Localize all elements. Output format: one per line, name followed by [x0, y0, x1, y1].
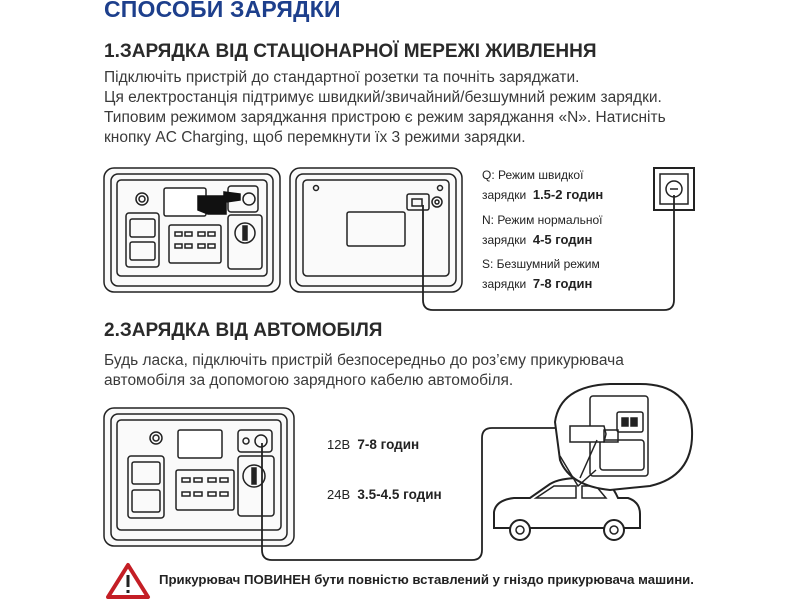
mode-s-line2: зарядки 7-8 годин [482, 276, 593, 291]
mode-s-line1: S: Безшумний режим [482, 257, 600, 271]
section-2-heading: 2.ЗАРЯДКА ВІД АВТОМОБІЛЯ [104, 320, 383, 341]
section-1-line: кнопку AC Charging, щоб перемкнути їх 3 режими зарядки. [104, 129, 526, 146]
section-1-line: Підключіть пристрій до стандартної розетки та почніть заряджати. [104, 69, 580, 86]
mode-q [482, 165, 603, 205]
section-2-line: Будь ласка, підключіть пристрій безпосередньо до роз’єму прикурювача [104, 352, 624, 369]
warning-triangle-icon [108, 565, 148, 597]
warning-text: Прикурювач ПОВИНЕН бути повністю вставлений у гніздо прикурювача машини. [159, 572, 694, 587]
mode-n-line2: зарядки 4-5 годин [482, 232, 593, 247]
mode-n [482, 210, 602, 250]
power-station-front [104, 168, 280, 292]
mode-q-line1: Q: Режим швидкої [482, 168, 584, 182]
cigarette-lighter-closeup [555, 384, 692, 490]
voltage-12v: 12В 7-8 годин [327, 437, 420, 452]
voltage-12v-time: 7-8 годин [357, 437, 420, 452]
mode-s [482, 254, 600, 294]
section-2-line: автомобіля за допомогою зарядного кабелю автомобіля. [104, 372, 514, 389]
page-title: СПОСОБИ ЗАРЯДКИ [104, 0, 341, 22]
power-station-front-2 [104, 408, 294, 546]
section-1-heading: 1.ЗАРЯДКА ВІД СТАЦІОНАРНОЇ МЕРЕЖІ ЖИВЛЕННЯ [104, 41, 597, 62]
mode-q-line2: зарядки 1.5-2 годин [482, 187, 604, 202]
power-station-back [290, 168, 462, 292]
mode-q-time: 1.5-2 годин [532, 187, 604, 202]
voltage-24v-time: 3.5-4.5 годин [357, 487, 442, 502]
section-2-text [104, 351, 624, 391]
mode-s-time: 7-8 годин [532, 276, 593, 291]
voltage-24v: 24В 3.5-4.5 годин [327, 487, 442, 502]
mode-n-line1: N: Режим нормальної [482, 213, 603, 227]
wall-socket-icon [654, 168, 694, 210]
section-1-line: Ця електростанція підтримує швидкий/звичайний/безшумний режим зарядки. [104, 89, 662, 106]
section-1-line: Типовим режимом заряджання пристрою є режим заряджання «N». Натисніть [104, 109, 666, 126]
mode-n-time: 4-5 годин [532, 232, 593, 247]
